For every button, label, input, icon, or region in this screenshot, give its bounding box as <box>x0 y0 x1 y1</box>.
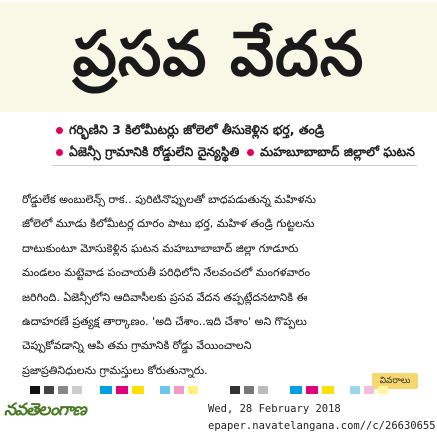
more-details-button[interactable]: వివరాలు <box>372 373 418 389</box>
body-line: జరిగింది. ఏజెన్సీలోని ఆదివాసీలకు ప్రసవ వేదన తప్పట్లేదనటానికి ఈ <box>22 290 308 304</box>
edition-date: Wed, 28 February 2018 <box>208 403 341 415</box>
divider <box>52 165 417 166</box>
print-color-bar <box>0 382 437 396</box>
subhead-2: ఏజెన్సీ గ్రామానికి రోడ్డులేని దైన్యస్థితి <box>56 143 239 161</box>
subhead-1: గర్భిణిని 3 కిలోమీటర్లు జోలెలో తీసుకెళ్లిన భర్త, తండ్రి <box>56 121 324 139</box>
edition-url[interactable]: epaper.navatelangana.com//c/26630655 <box>208 420 436 432</box>
body-line: దాటుకుంటూ మోసుకెళ్లిన ఘటన మహబూబాబాద్ జిల్లా గూడూరు <box>22 241 299 255</box>
body-line: జోలెలో మూడు కిలోమీటర్ల దూరం పాటు భర్త, మహిళ తండ్రి గుట్టలను <box>22 217 315 231</box>
page-title: ప్రసవ వేదన <box>72 17 365 90</box>
body-line: మండలం మట్టెవాడ పంచాయతీ పరిధిలోని నేలవంచలో మంగళవారం <box>22 266 311 280</box>
bullet-icon <box>247 149 254 156</box>
bullet-icon <box>56 127 63 134</box>
body-line: చెప్పుకోవడాన్ని ఆపి తమ గ్రామానికి రోడ్డు వేయించాలని <box>22 339 252 353</box>
headline-banner <box>0 2 437 112</box>
brand-logo: నవతెలంగాణ <box>4 400 86 420</box>
body-line: రోడ్డులేక అంబులెన్స్ రాక.. పురిటినొప్పులతో బాధపడుతున్న మహిళను <box>22 193 316 206</box>
bullet-icon <box>56 149 63 156</box>
subhead-3: మహబూబాబాద్ జిల్లాలో ఘటన <box>247 143 415 161</box>
body-line: ప్రజాప్రతినిధులను గ్రామస్తులు కోరుతున్నారు. <box>22 363 208 377</box>
article-body <box>22 188 427 383</box>
body-line: ఉదాహరణే ప్రత్యక్ష తార్కాణం. 'అది చేశాం..ఇది చేశాం' అని గొప్పలు <box>22 314 307 328</box>
edition-info <box>208 401 436 435</box>
